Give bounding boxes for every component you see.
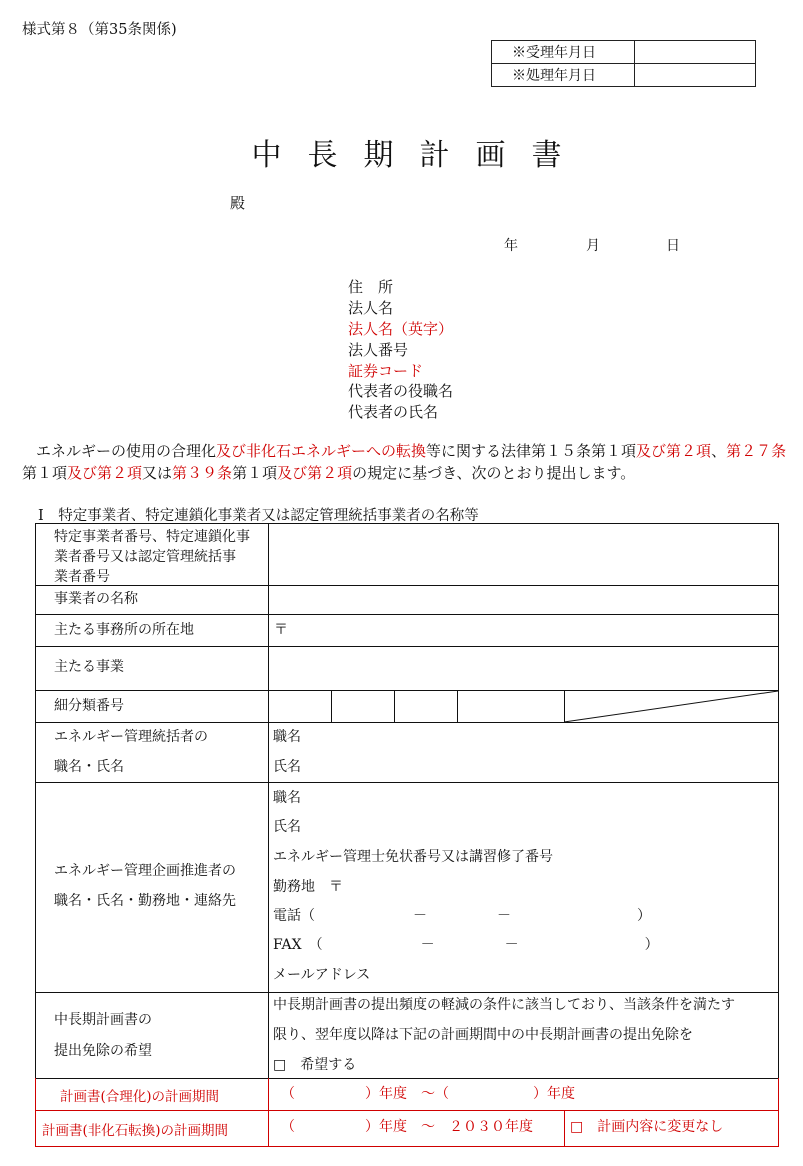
promoter-fax[interactable]: FAX （ － － ） <box>273 937 659 953</box>
promoter-phone[interactable]: 電話（ － － ） <box>273 908 651 924</box>
corp-name-label: 法人名 <box>348 299 394 317</box>
non-fossil-period-field[interactable]: （ ）年度 ～ ２０３０年度 <box>281 1119 533 1135</box>
no-change-checkbox[interactable]: □ 計画内容に変更なし <box>570 1119 724 1135</box>
office-address-label: 主たる事務所の所在地 <box>54 622 194 638</box>
business-name-label: 事業者の名称 <box>54 591 138 607</box>
corp-number-label: 法人番号 <box>348 341 409 359</box>
exemption-label-1: 中長期計画書の <box>54 1012 152 1028</box>
main-business-field[interactable] <box>269 647 778 690</box>
main-business-label: 主たる事業 <box>54 659 124 675</box>
processed-date-field[interactable] <box>635 64 756 87</box>
subclass-number-label: 細分類番号 <box>54 698 124 714</box>
intro-paragraph: エネルギーの使用の合理化及び非化石エネルギーへの転換等に関する法律第１５条第１項及び第２項、第２７条第１項及び第２項又は第３９条第１項及び第２項の規定に基づき、次のとおり提出します。 <box>22 442 787 482</box>
address-label: 住 所 <box>348 278 394 296</box>
non-fossil-period-label: 計画書(非化石転換)の計画期間 <box>42 1123 229 1139</box>
exemption-text-1: 中長期計画書の提出頻度の軽減の条件に該当しており、当該条件を満たす <box>273 997 735 1013</box>
document-title: 中長期計画書 <box>251 138 588 173</box>
promoter-name[interactable]: 氏名 <box>273 819 301 835</box>
promoter-email[interactable]: メールアドレス <box>273 967 371 983</box>
business-name-field[interactable] <box>269 586 778 614</box>
rep-name-label: 代表者の氏名 <box>348 403 439 421</box>
exemption-checkbox[interactable]: □ 希望する <box>273 1057 357 1073</box>
rationalization-period-field[interactable]: （ ）年度 ～（ ）年度 <box>281 1086 575 1102</box>
energy-manager-label-1: エネルギー管理統括者の <box>54 729 208 745</box>
promoter-title[interactable]: 職名 <box>273 790 301 806</box>
received-date-label: ※受理年月日 <box>492 41 635 64</box>
processed-date-label: ※処理年月日 <box>492 64 635 87</box>
date-year: 年 <box>504 238 518 254</box>
form-number: 様式第８（第35条関係) <box>22 22 177 38</box>
business-number-label-2: 業者番号又は認定管理統括事 <box>54 549 236 565</box>
energy-manager-label-2: 職名・氏名 <box>54 759 124 775</box>
business-number-label-1: 特定事業者番号、特定連鎖化事 <box>54 529 250 545</box>
exemption-label-2: 提出免除の希望 <box>54 1043 152 1059</box>
received-date-field[interactable] <box>635 41 756 64</box>
addressee: 殿 <box>230 194 246 212</box>
energy-manager-name[interactable]: 氏名 <box>273 759 301 775</box>
planning-promoter-label-1: エネルギー管理企画推進者の <box>54 863 236 879</box>
exemption-text-2: 限り、翌年度以降は下記の計画期間中の中長期計画書の提出免除を <box>273 1027 693 1043</box>
planning-promoter-label-2: 職名・氏名・勤務地・連絡先 <box>54 893 236 909</box>
rep-title-label: 代表者の役職名 <box>348 382 454 400</box>
receipt-box <box>491 40 756 87</box>
office-postal-mark[interactable]: 〒 <box>274 622 288 638</box>
securities-code-label: 証券コード <box>348 362 424 380</box>
diagonal-slash <box>564 690 779 723</box>
energy-manager-title[interactable]: 職名 <box>273 729 301 745</box>
corp-name-en-label: 法人名（英字） <box>348 320 454 338</box>
promoter-license[interactable]: エネルギー管理士免状番号又は講習修了番号 <box>273 849 553 865</box>
promoter-workplace[interactable]: 勤務地 〒 <box>273 879 343 895</box>
rationalization-period-label: 計画書(合理化)の計画期間 <box>60 1089 220 1105</box>
business-number-field[interactable] <box>269 524 778 585</box>
date-month: 月 <box>586 238 600 254</box>
business-number-label-3: 業者番号 <box>54 569 110 585</box>
date-day: 日 <box>666 238 680 254</box>
section-1-title: Ⅰ 特定事業者、特定連鎖化事業者又は認定管理統括事業者の名称等 <box>38 508 479 524</box>
